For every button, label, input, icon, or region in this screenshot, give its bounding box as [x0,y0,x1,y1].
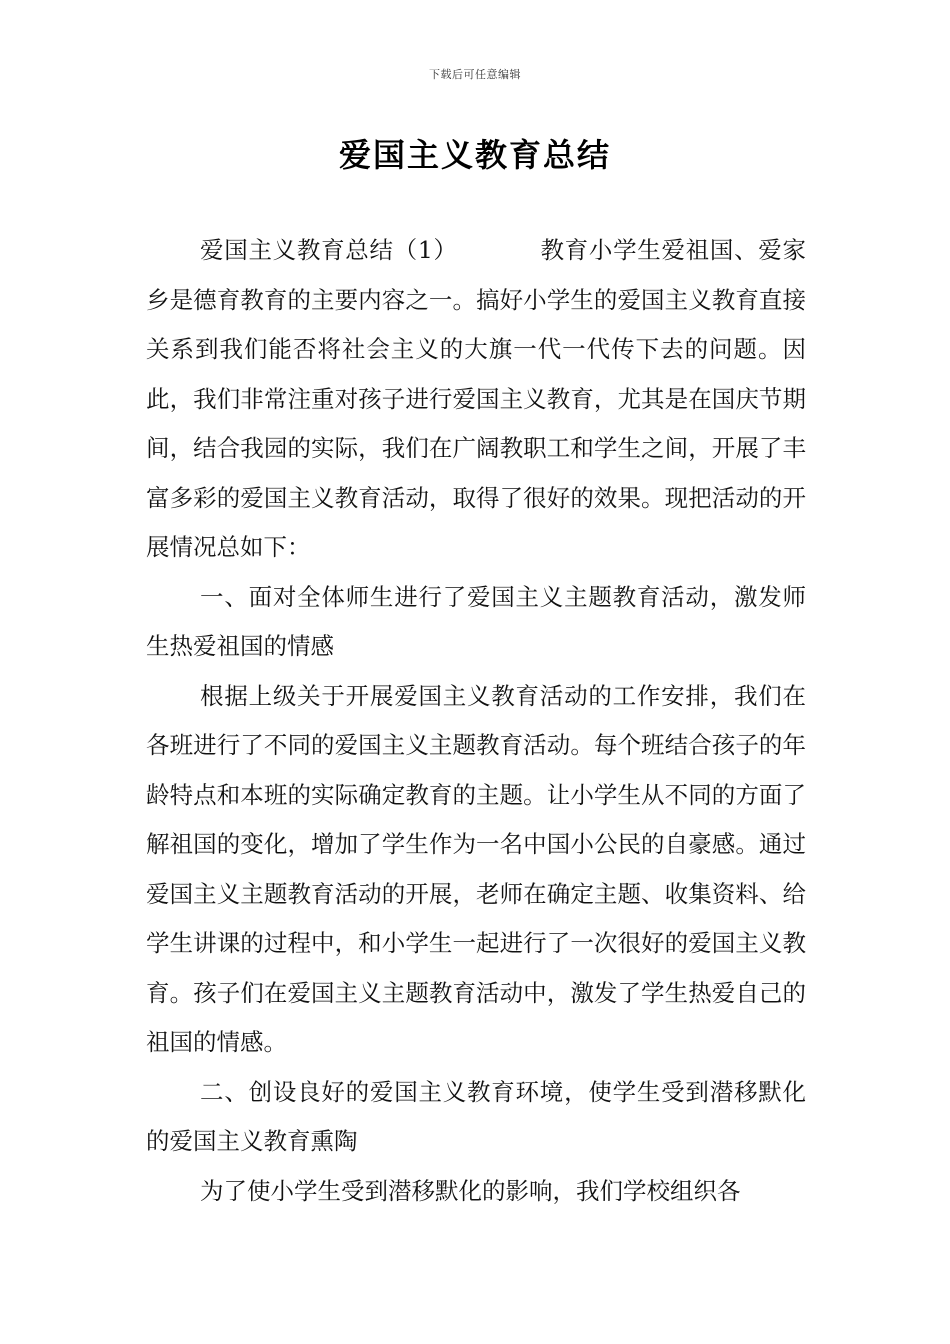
paragraph-intro [146,226,806,573]
document-title: 爱国主义教育总结 [338,136,611,174]
paragraph: 根据上级关于开展爱国主义教育活动的工作安排，我们在各班进行了不同的爱国主义主题教育活动。每个班结合孩子的年龄特点和本班的实际确定教育的主题。让小学生从不同的方面了解祖国的变化，增加了学生作为一名中国小公民的自豪感。通过爱国主义主题教育活动的开展，老师在确定主题、收集资料、给学生讲课的过程中，和小学生一起进行了一次很好的爱国主义教育。孩子们在爱国主义主题教育活动中，激发了学生热爱自己的祖国的情感。 [146,681,806,1056]
section-heading-2: 二、创设良好的爱国主义教育环境，使学生受到潜移默化的爱国主义教育熏陶 [146,1077,806,1155]
intro-label: 爱国主义教育总结（1） [200,236,458,264]
header-note: 下载后可任意编辑 [429,68,521,81]
paragraph-text: 教育小学生爱祖国、爱家乡是德育教育的主要内容之一。搞好小学生的爱国主义教育直接关系到我们能否将社会主义的大旗一代一代传下去的问题。因此，我们非常注重对孩子进行爱国主义教育，尤其是在国庆节期间，结合我园的实际，我们在广阔教职工和学生之间，开展了丰富多彩的爱国主义教育活动，取得了很好的效果。现把活动的开展情况总如下： [146,236,806,561]
paragraph: 为了使小学生受到潜移默化的影响，我们学校组织各 [200,1176,741,1205]
section-heading-1: 一、面对全体师生进行了爱国主义主题教育活动，激发师生热爱祖国的情感 [146,582,806,660]
document-body [146,226,806,1216]
